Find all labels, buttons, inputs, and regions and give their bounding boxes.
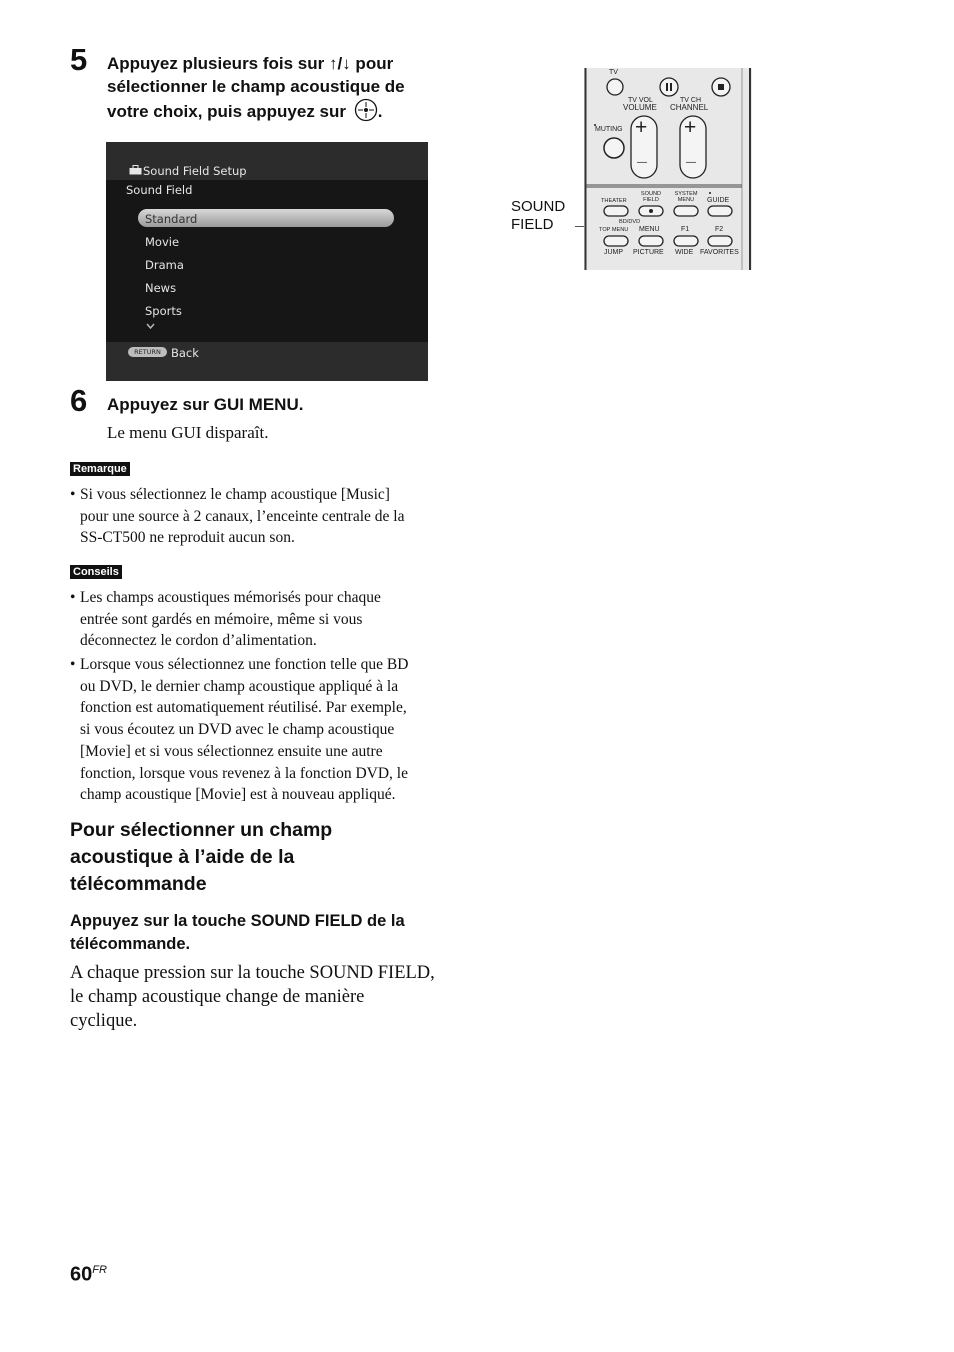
remarque-item-line: Si vous sélectionnez le champ acoustique [Music] xyxy=(80,486,390,503)
favorites-button-label[interactable]: FAVORITES xyxy=(700,249,739,256)
gui-subtitle: Sound Field xyxy=(126,183,193,197)
option-drama[interactable]: Drama xyxy=(145,258,184,272)
return-button-icon: RETURN xyxy=(128,347,167,357)
step-5-line-3 xyxy=(107,98,467,128)
system-menu-button-label[interactable]: SYSTEM MENU xyxy=(674,191,698,203)
section-body xyxy=(70,961,470,1033)
bullet-dot: • xyxy=(70,656,76,673)
remote-label-volume: VOLUME xyxy=(623,103,657,112)
conseils-item-line: champ acoustique [Movie] est à nouveau appliqué. xyxy=(80,786,396,804)
f2-button-label[interactable]: F2 xyxy=(715,226,724,233)
scroll-down-icon xyxy=(146,319,155,333)
step-5-line-1: Appuyez plusieurs fois sur ↑/↓ pour xyxy=(107,54,394,73)
conseils-item xyxy=(70,587,445,652)
sound-field-button-label[interactable]: SOUND FIELD xyxy=(640,191,662,203)
remote-label-muting: MUTING xyxy=(595,126,623,133)
step-5-instruction xyxy=(107,52,467,128)
picture-button-label[interactable]: PICTURE xyxy=(633,249,664,256)
section-subheading-line: télécommande. xyxy=(70,935,191,953)
remarque-item-line: SS-CT500 ne reproduit aucun son. xyxy=(80,529,295,547)
section-subheading xyxy=(70,910,460,956)
f1-button-label[interactable]: F1 xyxy=(681,226,690,233)
top-menu-button-label[interactable]: TOP MENU xyxy=(599,227,629,233)
step-6-number: 6 xyxy=(70,383,88,418)
remote-label-tv-vol: TV VOL xyxy=(628,97,653,104)
section-subheading-line: Appuyez sur la touche SOUND FIELD de la xyxy=(70,912,405,930)
page-number xyxy=(70,1258,107,1287)
remote-label-tv-ch: TV CH xyxy=(680,97,701,104)
conseils-item-line: fonction, lorsque vous revenez à la fonction DVD, le xyxy=(80,764,408,782)
channel-up-button[interactable]: + xyxy=(684,116,697,139)
conseils-item-line: [Movie] et si vous sélectionnez ensuite une autre xyxy=(80,742,383,760)
conseils-item-line: ou DVD, le dernier champ acoustique appliqué à la xyxy=(80,677,399,695)
volume-down-button[interactable]: — xyxy=(637,157,647,168)
step-5-line-2: sélectionner le champ acoustique de xyxy=(107,77,405,96)
conseils-item xyxy=(70,654,445,806)
conseils-item-line: fonction est automatiquement réutilisé. Par exemple, xyxy=(80,699,407,717)
bd-dvd-label: BD/DVD xyxy=(619,219,641,225)
guide-button-label[interactable]: GUIDE xyxy=(707,197,730,204)
option-sports[interactable]: Sports xyxy=(145,304,182,318)
page-number-suffix: FR xyxy=(92,1264,107,1276)
conseils-label: Conseils xyxy=(70,565,122,579)
sound-field-setup-screen xyxy=(106,142,428,381)
option-news[interactable]: News xyxy=(145,281,177,295)
channel-down-button[interactable]: — xyxy=(686,157,696,168)
conseils-item-line: Les champs acoustiques mémorisés pour chaque xyxy=(80,589,381,606)
callout-line: SOUND xyxy=(511,198,566,215)
sound-field-callout-label xyxy=(511,198,565,234)
remarque-label: Remarque xyxy=(70,462,130,476)
remote-body xyxy=(584,68,752,270)
menu-button-label[interactable]: MENU xyxy=(639,226,660,233)
step-5-line-3-text: votre choix, puis appuyez sur xyxy=(107,102,347,121)
section-heading-line: Pour sélectionner un champ xyxy=(70,819,333,841)
section-body-line: A chaque pression sur la touche SOUND FIELD, xyxy=(70,963,435,983)
conseils-item-line: Lorsque vous sélectionnez une fonction telle que BD xyxy=(80,656,409,673)
volume-up-button[interactable]: + xyxy=(635,116,648,139)
section-heading xyxy=(70,817,450,898)
remote-label-tv: TV xyxy=(609,69,618,76)
bullet-dot: • xyxy=(70,486,76,503)
remarque-item xyxy=(70,484,445,549)
conseils-item-line: si vous écoutez un DVD avec le champ acoustique xyxy=(80,721,395,739)
callout-line: FIELD xyxy=(511,216,554,233)
step-6-instruction: Appuyez sur GUI MENU. xyxy=(107,395,304,414)
section-heading-line: acoustique à l’aide de la xyxy=(70,846,295,868)
section-body-line: le champ acoustique change de manière xyxy=(70,987,365,1007)
step-6-result: Le menu GUI disparaît. xyxy=(107,423,269,442)
conseils-item-line: déconnectez le cordon d’alimentation. xyxy=(80,632,317,650)
conseils-item-line: entrée sont gardés en mémoire, même si vous xyxy=(80,610,363,628)
section-body-line: cyclique. xyxy=(70,1011,138,1031)
step-5-number: 5 xyxy=(70,42,88,77)
theater-button-label[interactable]: THEATER xyxy=(601,198,627,204)
gui-title: Sound Field Setup xyxy=(143,164,247,178)
back-label: Back xyxy=(171,346,199,360)
section-heading-line: télécommande xyxy=(70,873,207,895)
jump-button-label[interactable]: JUMP xyxy=(604,249,624,256)
remote-control-illustration xyxy=(584,68,752,270)
enter-button-icon xyxy=(354,98,378,128)
toolbox-icon xyxy=(129,164,142,178)
bullet-dot: • xyxy=(70,589,76,606)
step-5-line-3-end: . xyxy=(377,102,383,121)
option-standard[interactable]: Standard xyxy=(145,212,198,226)
remote-label-channel: CHANNEL xyxy=(670,103,709,112)
wide-button-label[interactable]: WIDE xyxy=(675,249,694,256)
page-number-value: 60 xyxy=(70,1263,93,1286)
option-movie[interactable]: Movie xyxy=(145,235,180,249)
remarque-item-line: pour une source à 2 canaux, l’enceinte centrale de la xyxy=(80,507,405,525)
